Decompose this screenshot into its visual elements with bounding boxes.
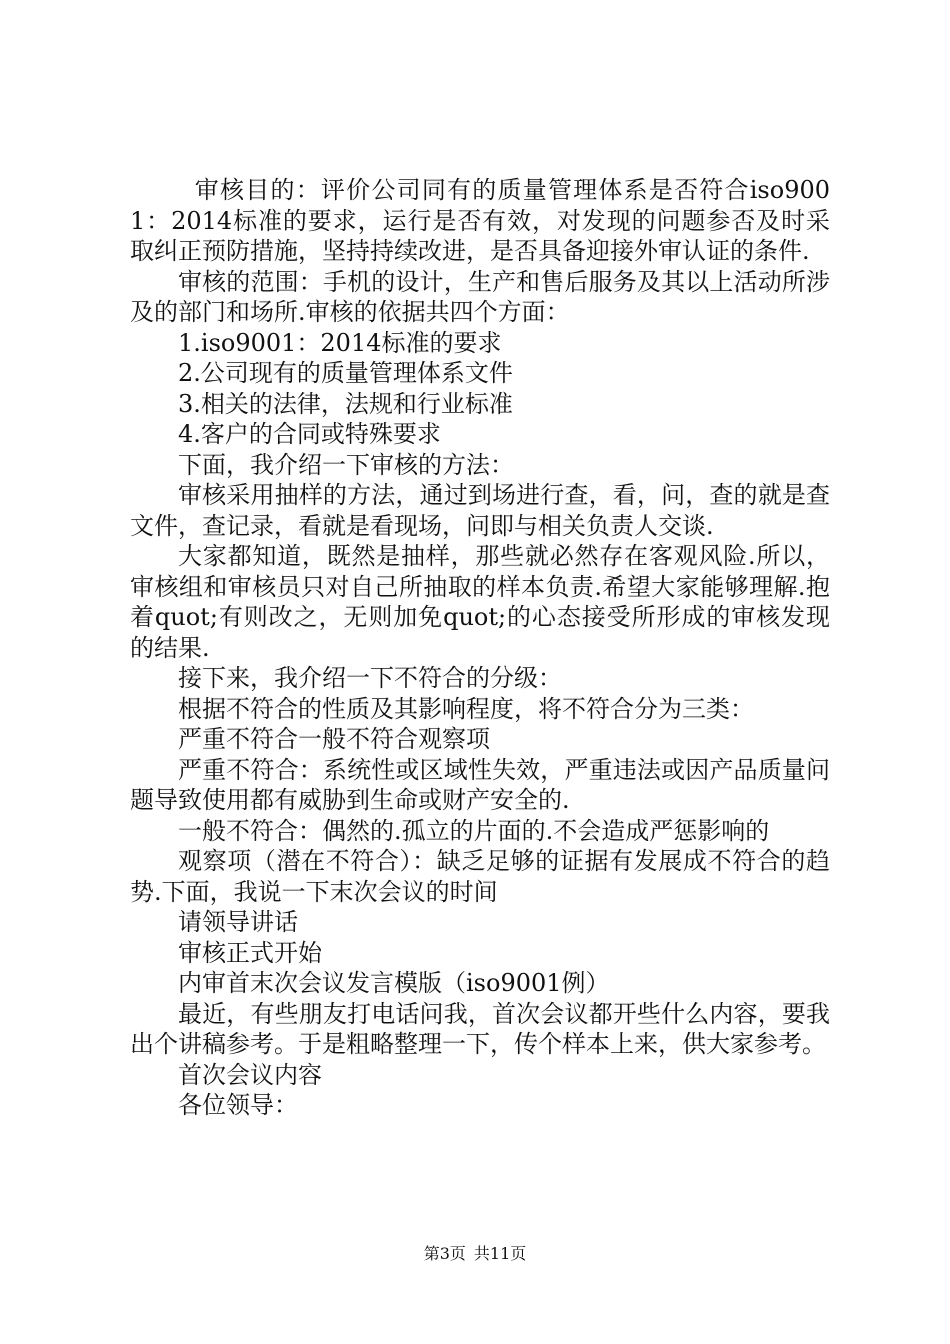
paragraph-preface: 最近，有些朋友打电话问我，首次会议都开些什么内容，要我出个讲稿参考。于是粗略整理一下，传个样本上来，供大家参考。: [130, 999, 830, 1058]
paragraph-audit-scope: 审核的范围：手机的设计，生产和售后服务及其以上活动所涉及的部门和场所.审核的依据共四个方面：: [130, 267, 830, 326]
list-item-basis-4: 4.客户的合同或特殊要求: [178, 420, 441, 448]
paragraph-audit-purpose: 审核目的：评价公司同有的质量管理体系是否符合iso9001：2014标准的要求，运行是否有效，对发现的问题参否及时采取纠正预防措施，坚持持续改进，是否具备迎接外审认证的条件.: [130, 176, 830, 265]
paragraph-greeting: 各位领导：: [178, 1091, 298, 1119]
list-item-basis-3: 3.相关的法律，法规和行业标准: [178, 389, 513, 418]
list-item-basis-2: 2.公司现有的质量管理体系文件: [178, 359, 513, 387]
paragraph-observation: 观察项（潜在不符合）：缺乏足够的证据有发展成不符合的趋势.下面，我说一下末次会议的时间: [130, 847, 830, 906]
page-total: 共11页: [473, 1244, 527, 1263]
page-number: 第3页: [423, 1244, 466, 1263]
page-footer: [0, 1244, 950, 1264]
paragraph-sampling-risk: 大家都知道，既然是抽样，那些就必然存在客观风险.所以，审核组和审核员只对自己所抽取的样本负责.希望大家能够理解.抱着quot;有则改之，无则加免quot;的心态接受所形成的审核发现的结果.: [130, 542, 830, 662]
paragraph-major-nonconformity: 严重不符合：系统性或区域性失效，严重违法或因产品质量问题导致使用都有威胁到生命或财产安全的.: [130, 755, 830, 814]
paragraph-grading-intro: 接下来，我介绍一下不符合的分级：: [178, 664, 562, 692]
paragraph-template-title: 内审首末次会议发言模版（iso9001例）: [178, 969, 610, 997]
list-item-basis-1: 1.iso9001：2014标准的要求: [178, 328, 502, 357]
paragraph-audit-start: 审核正式开始: [178, 938, 322, 967]
paragraph-grading-types: 严重不符合一般不符合观察项: [178, 725, 490, 753]
paragraph-first-meeting-content: 首次会议内容: [178, 1060, 322, 1089]
paragraph-method: 审核采用抽样的方法，通过到场进行查，看，问，查的就是查文件，查记录，看就是看现场，问即与相关负责人交谈.: [130, 481, 830, 540]
paragraph-minor-nonconformity: 一般不符合：偶然的.孤立的片面的.不会造成严惩影响的: [178, 816, 770, 845]
paragraph-method-intro: 下面，我介绍一下审核的方法：: [178, 450, 514, 479]
paragraph-leader-speech: 请领导讲话: [178, 908, 298, 936]
paragraph-grading-basis: 根据不符合的性质及其影响程度，将不符合分为三类：: [178, 694, 754, 723]
document-body: [130, 175, 830, 1121]
